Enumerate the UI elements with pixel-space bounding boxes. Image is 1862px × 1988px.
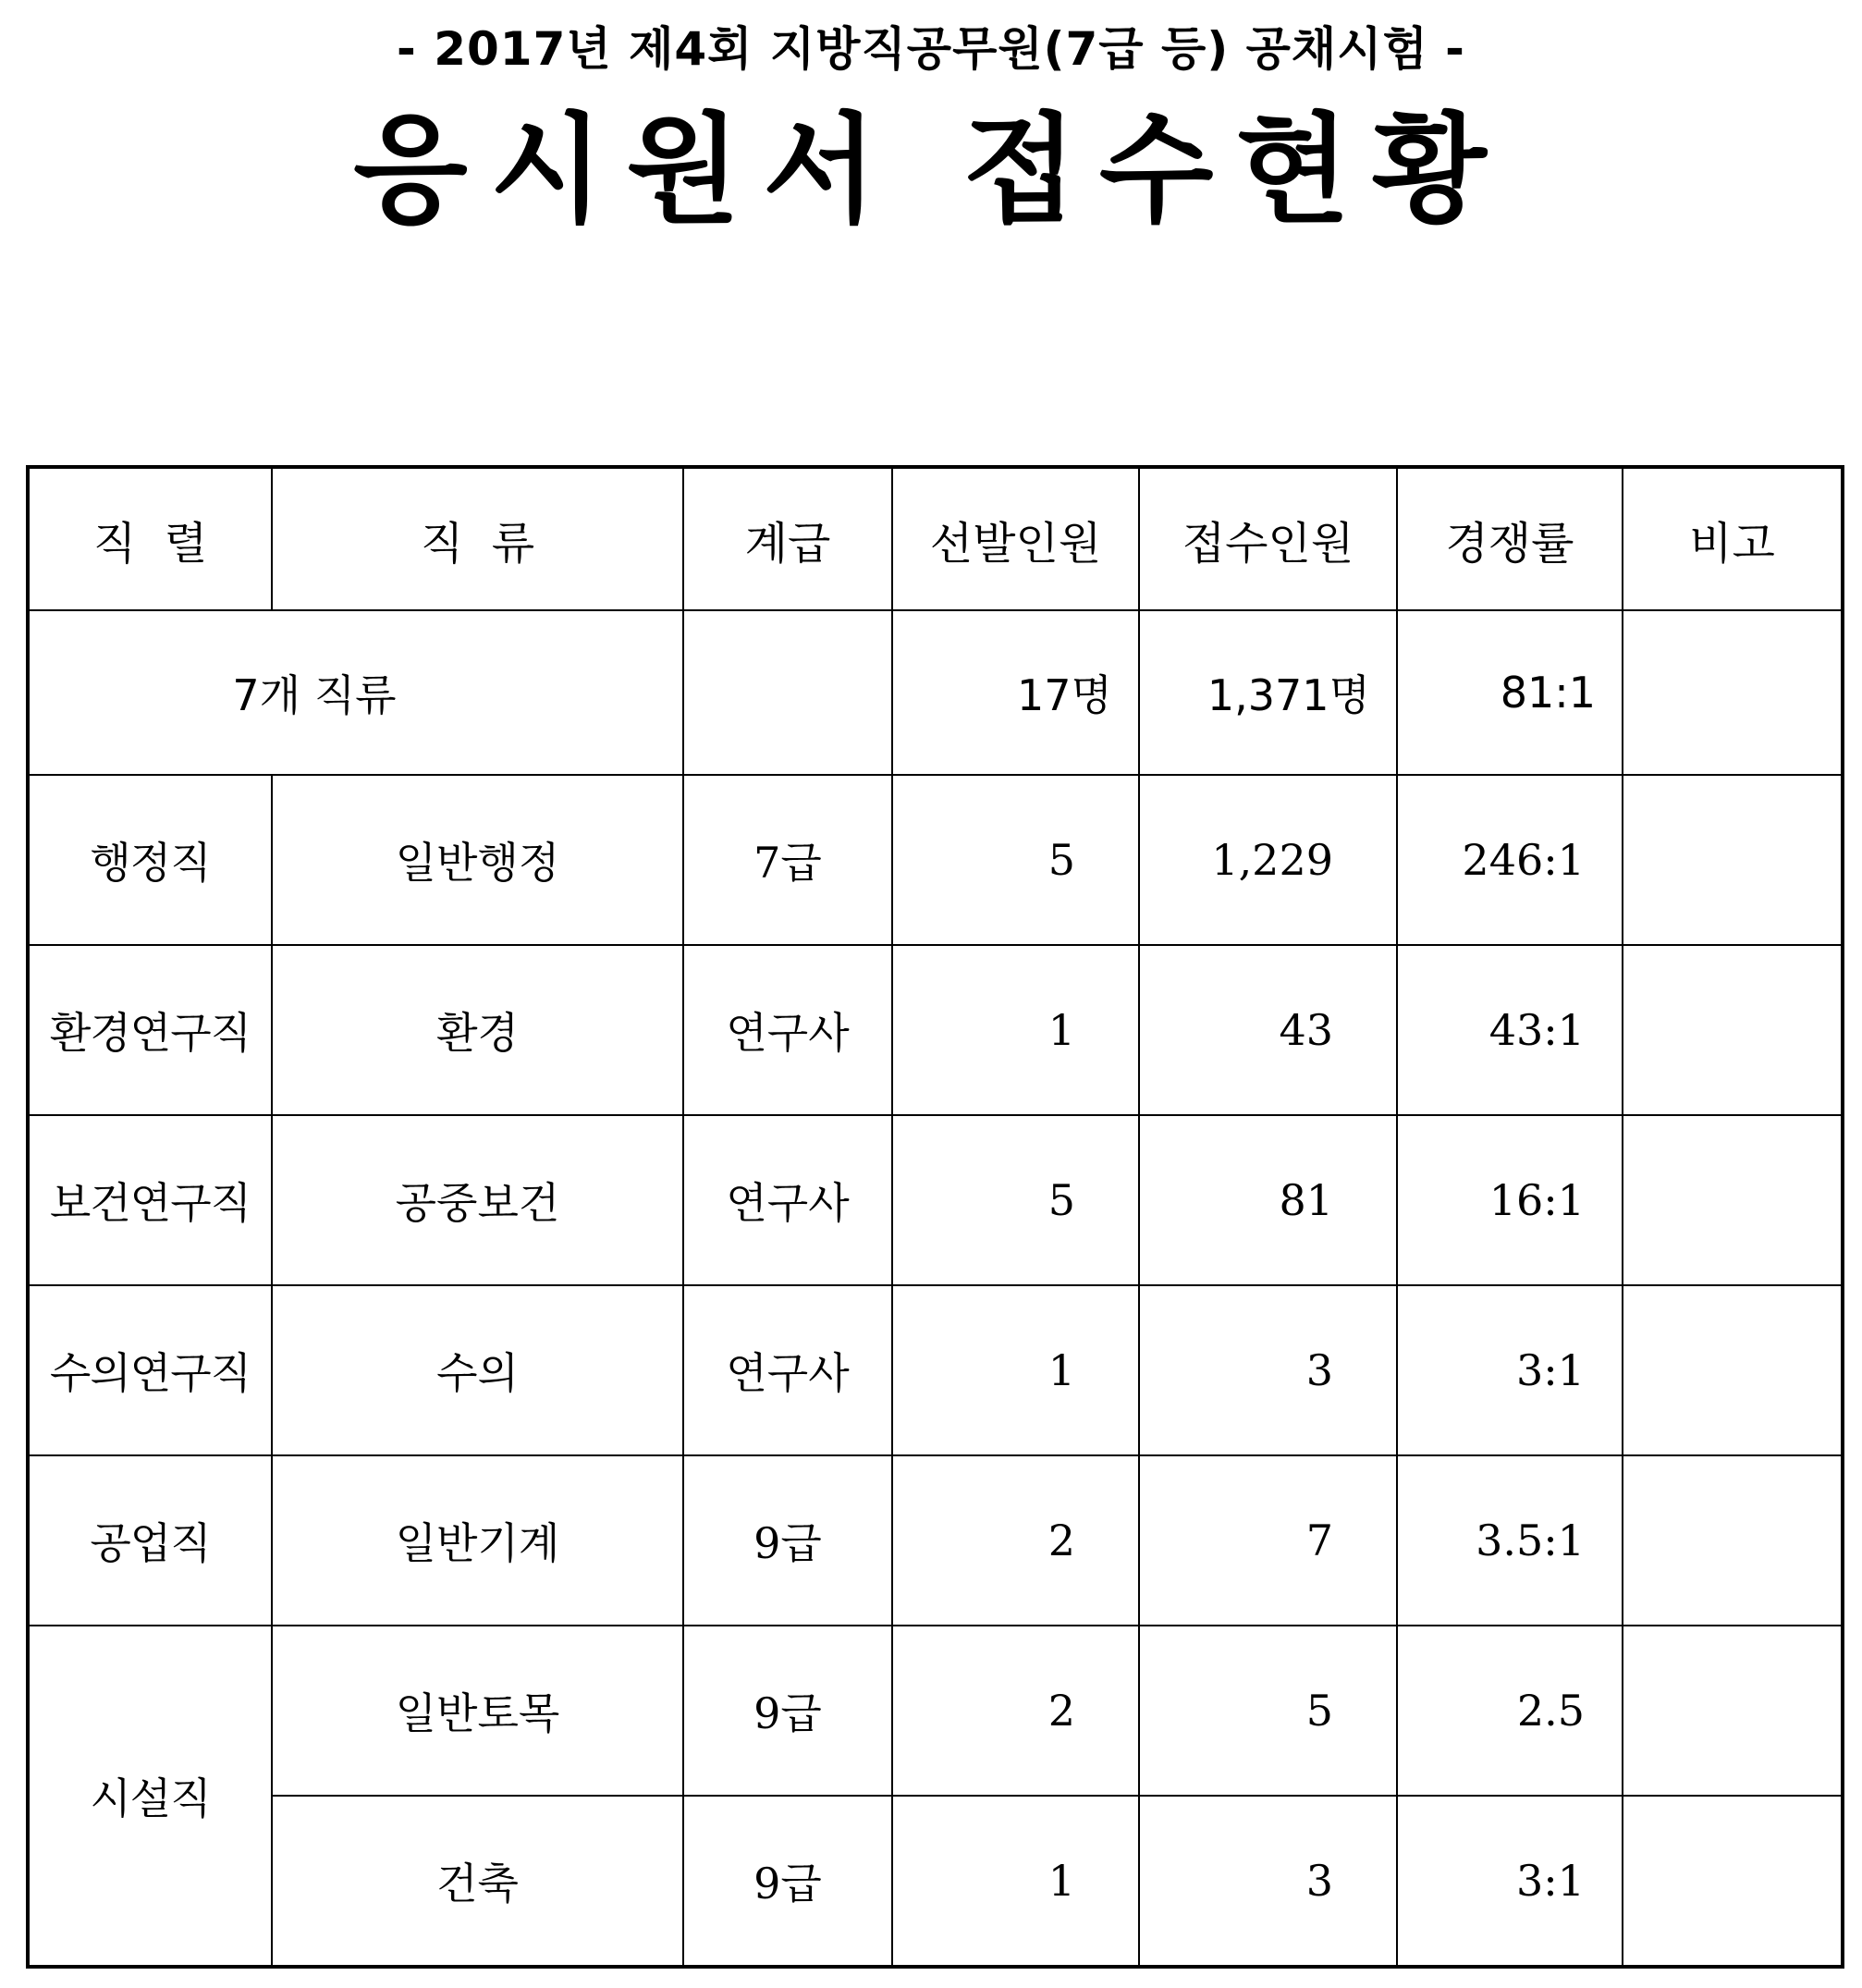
selected-cell: 2 bbox=[892, 1455, 1139, 1626]
class-cell: 일반기계 bbox=[272, 1455, 683, 1626]
ratio-cell: 3:1 bbox=[1397, 1796, 1623, 1967]
summary-note bbox=[1623, 610, 1843, 775]
series-cell: 행정직 bbox=[28, 775, 272, 945]
series-cell: 환경연구직 bbox=[28, 945, 272, 1115]
page-title: 응시원서 접수현황 bbox=[353, 102, 1509, 239]
note-cell bbox=[1623, 775, 1843, 945]
table-row bbox=[28, 1115, 1843, 1285]
series-cell: 시설직 bbox=[28, 1626, 272, 1967]
applicants-cell: 81 bbox=[1139, 1115, 1397, 1285]
grade-cell: 9급 bbox=[683, 1626, 892, 1796]
grade-cell: 연구사 bbox=[683, 1115, 892, 1285]
selected-cell: 1 bbox=[892, 1285, 1139, 1455]
class-cell: 일반토목 bbox=[272, 1626, 683, 1796]
ratio-cell: 43:1 bbox=[1397, 945, 1623, 1115]
applicants-cell: 5 bbox=[1139, 1626, 1397, 1796]
selected-cell: 5 bbox=[892, 1115, 1139, 1285]
selected-cell: 5 bbox=[892, 775, 1139, 945]
table-row bbox=[28, 945, 1843, 1115]
series-cell: 공업직 bbox=[28, 1455, 272, 1626]
summary-label: 7개 직류 bbox=[28, 610, 683, 775]
column-header-grade: 계급 bbox=[683, 467, 892, 610]
grade-cell: 7급 bbox=[683, 775, 892, 945]
ratio-cell: 2.5 bbox=[1397, 1626, 1623, 1796]
applicants-cell: 1,229 bbox=[1139, 775, 1397, 945]
note-cell bbox=[1623, 1626, 1843, 1796]
note-cell bbox=[1623, 945, 1843, 1115]
grade-cell: 9급 bbox=[683, 1796, 892, 1967]
column-header-note: 비고 bbox=[1623, 467, 1843, 610]
note-cell bbox=[1623, 1796, 1843, 1967]
table-row bbox=[28, 1626, 1843, 1796]
table-row bbox=[28, 1455, 1843, 1626]
subtitle: - 2017년 제4회 지방직공무원(7급 등) 공채시험 - bbox=[397, 22, 1465, 76]
column-header-applicants: 접수인원 bbox=[1139, 467, 1397, 610]
applicants-cell: 7 bbox=[1139, 1455, 1397, 1626]
column-header-series: 직 렬 bbox=[28, 467, 272, 610]
grade-cell: 연구사 bbox=[683, 1285, 892, 1455]
table-row bbox=[28, 1796, 1843, 1967]
applicants-cell: 43 bbox=[1139, 945, 1397, 1115]
column-header-class: 직 류 bbox=[272, 467, 683, 610]
series-cell: 보건연구직 bbox=[28, 1115, 272, 1285]
note-cell bbox=[1623, 1285, 1843, 1455]
summary-ratio: 81:1 bbox=[1397, 610, 1623, 775]
summary-applicants: 1,371명 bbox=[1139, 610, 1397, 775]
class-cell: 수의 bbox=[272, 1285, 683, 1455]
series-cell: 수의연구직 bbox=[28, 1285, 272, 1455]
ratio-cell: 16:1 bbox=[1397, 1115, 1623, 1285]
selected-cell: 1 bbox=[892, 1796, 1139, 1967]
summary-row bbox=[28, 610, 1843, 775]
column-header-selected: 선발인원 bbox=[892, 467, 1139, 610]
table-row bbox=[28, 775, 1843, 945]
note-cell bbox=[1623, 1455, 1843, 1626]
ratio-cell: 3:1 bbox=[1397, 1285, 1623, 1455]
applicants-cell: 3 bbox=[1139, 1285, 1397, 1455]
summary-grade bbox=[683, 610, 892, 775]
selected-cell: 2 bbox=[892, 1626, 1139, 1796]
ratio-cell: 3.5:1 bbox=[1397, 1455, 1623, 1626]
ratio-cell: 246:1 bbox=[1397, 775, 1623, 945]
note-cell bbox=[1623, 1115, 1843, 1285]
application-status-table bbox=[26, 465, 1844, 1969]
table-row bbox=[28, 1285, 1843, 1455]
summary-selected: 17명 bbox=[892, 610, 1139, 775]
applicants-cell: 3 bbox=[1139, 1796, 1397, 1967]
grade-cell: 연구사 bbox=[683, 945, 892, 1115]
header-row bbox=[28, 467, 1843, 610]
class-cell: 건축 bbox=[272, 1796, 683, 1967]
grade-cell: 9급 bbox=[683, 1455, 892, 1626]
column-header-ratio: 경쟁률 bbox=[1397, 467, 1623, 610]
class-cell: 환경 bbox=[272, 945, 683, 1115]
class-cell: 일반행정 bbox=[272, 775, 683, 945]
class-cell: 공중보건 bbox=[272, 1115, 683, 1285]
selected-cell: 1 bbox=[892, 945, 1139, 1115]
